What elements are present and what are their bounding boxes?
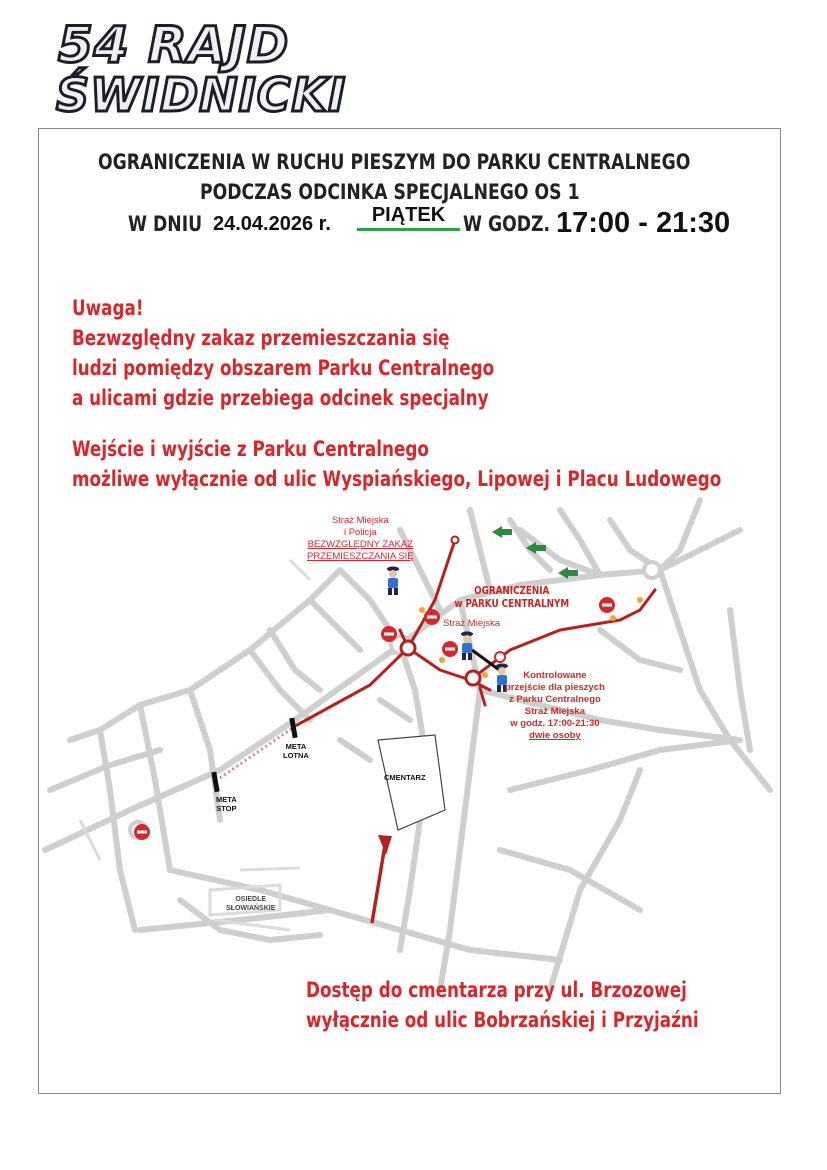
- city-guard-label: Straż Miejska: [443, 618, 501, 629]
- warning-line: Uwaga!: [72, 296, 144, 320]
- header-line-1: OGRANICZENIA W RUCHU PIESZYM DO PARKU CENTRALNEGO: [98, 150, 691, 174]
- cemetery-access-line: wyłącznie od ulic Bobrzańskiej i Przyjaźni: [306, 1008, 699, 1032]
- header-day: PIĄTEK: [357, 204, 460, 231]
- police-note: [307, 515, 414, 563]
- cemetery-access-arrow-icon: [372, 835, 392, 923]
- zone-line: w PARKU CENTRALNYM: [454, 597, 570, 610]
- entry-line: Wejście i wyjście z Parku Centralnego: [72, 437, 429, 461]
- police-note-line: i Policja: [343, 527, 377, 538]
- header-line-3-prefix: W DNIU: [128, 212, 203, 236]
- logo-line-2: ŚWIDNICKI: [56, 68, 347, 122]
- police-note-line: PRZEMIESZCZANIA SIĘ: [307, 551, 414, 562]
- meta-stop-label: [216, 795, 237, 813]
- no-entry-sign-icon: [381, 626, 397, 642]
- street-map: [40, 490, 780, 1000]
- warning-line: ludzi pomiędzy obszarem Parku Centralnego: [72, 356, 495, 380]
- osiedle-label: [226, 895, 275, 913]
- no-entry-sign-icon: [442, 641, 458, 657]
- crossing-line: w godz. 17:00-21:30: [510, 718, 600, 729]
- crossing-line: z Parku Centralnego: [508, 694, 601, 705]
- no-entry-sign-icon: [134, 824, 150, 840]
- logo-line-1: 54 RAJD: [58, 16, 290, 74]
- rally-logo: [52, 16, 347, 122]
- header-godz: W GODZ.: [463, 212, 551, 236]
- park-restriction-label: [454, 584, 569, 610]
- crossing-line: dwie osoby: [529, 730, 581, 741]
- parking-sign-icon: [495, 652, 505, 662]
- crossing-line: przejście dla pieszych: [505, 682, 605, 693]
- osiedle-line: SŁOWIAŃSKIE: [226, 905, 276, 912]
- entry-line: możliwe wyłącznie od ulic Wyspiańskiego, Lipowej i Placu Ludowego: [72, 467, 722, 491]
- police-note-line: BEZWZGLĘDNY ZAKAZ: [307, 539, 414, 550]
- warning-line: Bezwzględny zakaz przemieszczania się: [72, 326, 450, 350]
- meta-lotna-label: [283, 742, 309, 760]
- cemetery-access-block: [306, 975, 699, 1035]
- crossing-line: Straż Miejska: [524, 706, 585, 717]
- header-line-2: PODCZAS ODCINKA SPECJALNEGO OS 1: [200, 180, 580, 204]
- controlled-crossing-note: [505, 670, 605, 742]
- cemetery-area: [378, 735, 445, 830]
- route-start-node: [452, 537, 459, 544]
- police-officer-icon: [387, 567, 399, 596]
- meta-stop-line: STOP: [216, 804, 237, 813]
- police-note-line: Straż Miejska: [331, 515, 389, 526]
- meta-stop-line: META: [216, 795, 237, 804]
- no-entry-sign-icon: [424, 609, 440, 625]
- cemetery-access-line: Dostęp do cmentarza przy ul. Brzozowej: [306, 978, 687, 1002]
- police-officer-icon: [461, 632, 473, 661]
- meta-lotna-line: META: [285, 742, 307, 751]
- cemetery-label: CMENTARZ: [384, 773, 426, 782]
- zone-line: OGRANICZENIA: [474, 584, 550, 597]
- header-date: 24.04.2026 r.: [213, 213, 331, 235]
- no-entry-sign-icon: [599, 597, 615, 613]
- entry-block: [72, 434, 721, 494]
- meta-lotna-line: LOTNA: [283, 751, 309, 760]
- header-time: 17:00 - 21:30: [556, 207, 731, 239]
- crossing-line: Kontrolowane: [523, 670, 587, 681]
- warning-line: a ulicami gdzie przebiega odcinek specjalny: [72, 386, 489, 410]
- entry-arrow-icon: [492, 526, 512, 538]
- osiedle-line: OSIEDLE: [235, 896, 267, 903]
- warning-block: [72, 293, 494, 413]
